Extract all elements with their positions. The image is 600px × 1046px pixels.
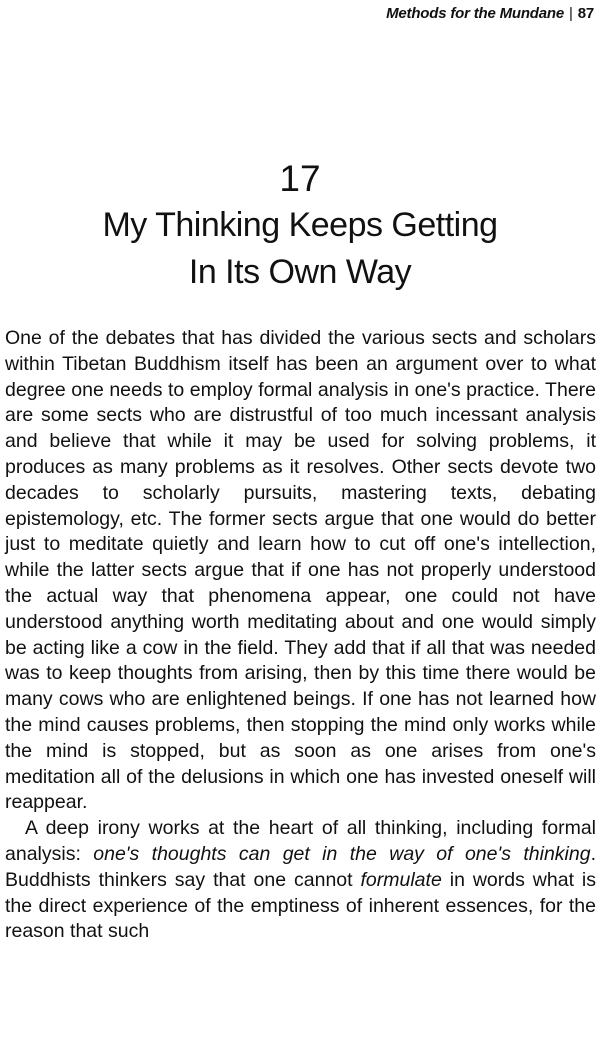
paragraph-2 [5,816,596,945]
paragraph-1: One of the debates that has divided the various sects and scholars within Tibetan Buddhism itself has been an argument over to what degree one needs to employ formal analysis in one's practice. There are some sects who are distrustful of too much incessant analysis and believe that while it may be used for solving problems, it produces as many problems as it resolves. Other sects devote two decades to scholarly pursuits, mastering texts, debating epistemology, etc. The former sects argue that one would do better just to meditate quietly and learn how to cut off one's intellection, while the latter sects argue that if one has not properly understood the actual way that phenomena appear, one could not have understood anything worth meditating about and one would simply be acting like a cow in the field. They add that if all that was needed was to keep thoughts from arising, then by this time there would be many cows who are enlightened beings. If one has not learned how the mind causes problems, then stopping the mind only works while the mind is stopped, but as soon as one arises from one's meditation all of the delusions in which one has invested oneself will reappear. [5,327,596,814]
running-head-separator: | [569,5,573,22]
paragraph-2-text-2: . Buddhists thinkers say that one cannot [5,842,596,891]
running-head [386,5,594,22]
chapter-number: 17 [279,158,321,199]
page-number: 87 [577,5,594,22]
chapter-title-line-1: My Thinking Keeps Getting [102,206,498,244]
paragraph-2-italic-1: one's thoughts can get in the way of one's thinking [93,842,591,865]
paragraph-2-text-1: A deep irony works at the heart of all thinking, including formal analysis: [5,817,596,865]
chapter-title-line-2: In Its Own Way [188,253,412,291]
paragraph-2-text-3: in words what is the direct experience of the emptiness of inherent essences, for the reason that such [5,868,597,943]
chapter-title [0,202,600,296]
running-head-title: Methods for the Mundane [386,5,564,22]
body-text [5,326,596,945]
paragraph-2-italic-2: formulate [360,868,442,891]
